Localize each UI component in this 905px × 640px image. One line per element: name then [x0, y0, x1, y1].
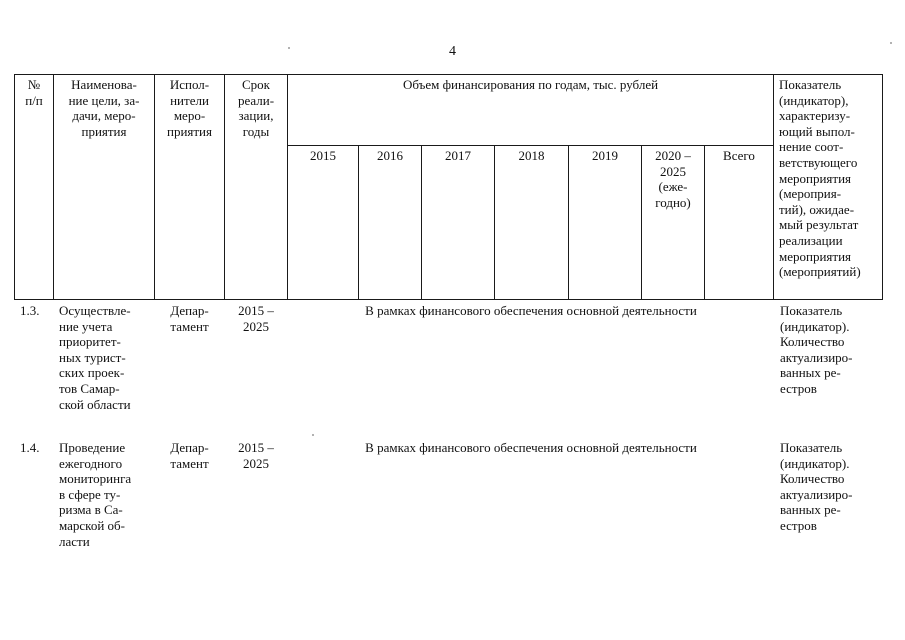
- header-indicator: Показатель (индикатор), характеризу- ющий выпол- нение соот- ветствующего мероприятия (мероприя- тий), ожидае- мый результат реализации мероприятия (мероприятий): [779, 77, 861, 280]
- header-year-2017: 2017: [445, 148, 471, 163]
- header-year-2016: 2016: [377, 148, 403, 163]
- row-num: 1.4.: [20, 440, 40, 455]
- row-term: 2015 – 2025: [238, 440, 274, 471]
- row-name: Проведение ежегодного мониторинга в сфере ту- ризма в Са- марской об- ласти: [59, 440, 132, 549]
- row-executor: Депар- тамент: [170, 440, 209, 471]
- header-year-2020-2025: 2020 – 2025 (еже- годно): [655, 148, 691, 210]
- header-year-2018: 2018: [518, 148, 545, 163]
- header-term: Срок реали- зации, годы: [237, 77, 275, 139]
- row-indicator: Показатель (индикатор). Количество актуализиро- ванных ре- естров: [780, 303, 853, 396]
- scan-speck: [312, 434, 314, 436]
- row-term: 2015 – 2025: [238, 303, 274, 334]
- header-total: Всего: [723, 148, 755, 163]
- row-executor: Депар- тамент: [170, 303, 209, 334]
- header-executors: Испол- нители меро- приятия: [166, 77, 212, 139]
- header-year-2019: 2019: [592, 148, 618, 163]
- header-year-2015: 2015: [310, 148, 336, 163]
- page-number: 4: [449, 44, 456, 59]
- header-funding-title: Объем финансирования по годам, тыс. рублей: [402, 77, 659, 92]
- row-funding: В рамках финансового обеспечения основной деятельности: [365, 440, 697, 455]
- row-funding: В рамках финансового обеспечения основной деятельности: [365, 303, 697, 318]
- scan-speck: [890, 42, 892, 44]
- row-name: Осуществле- ние учета приоритет- ных турист- ских проек- тов Самар- ской области: [59, 303, 131, 412]
- header-name: Наименова- ние цели, за- дачи, меро- приятия: [68, 77, 140, 139]
- row-num: 1.3.: [20, 303, 40, 318]
- scan-speck: [288, 47, 290, 49]
- header-num: № п/п: [25, 77, 43, 108]
- row-indicator: Показатель (индикатор). Количество актуализиро- ванных ре- естров: [780, 440, 853, 533]
